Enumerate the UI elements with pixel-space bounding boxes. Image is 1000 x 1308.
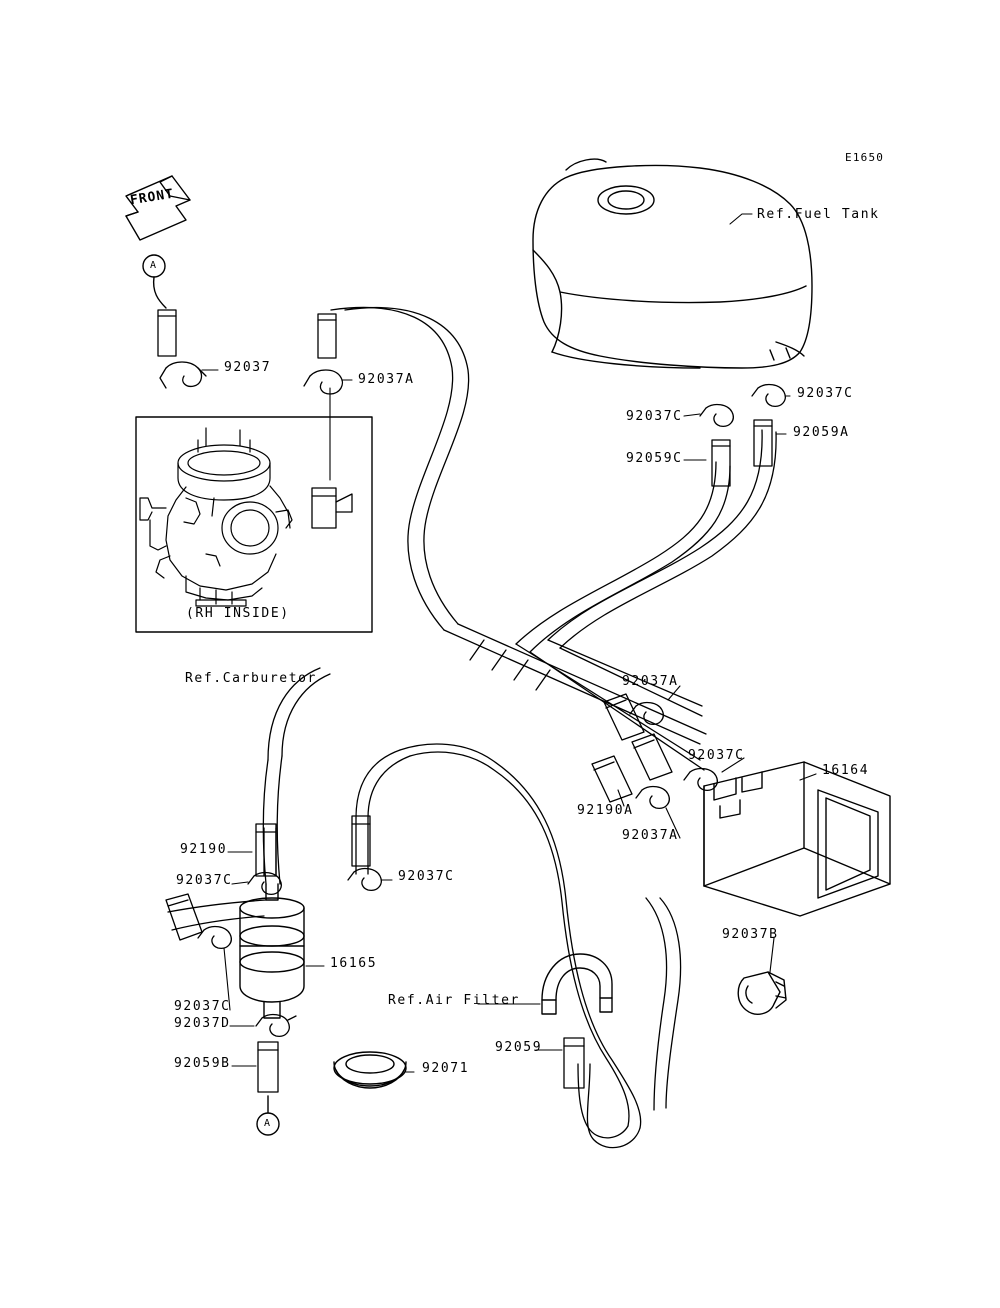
ref-air-filter-label: Ref.Air Filter xyxy=(388,993,520,1008)
part-label-92037: 92037 xyxy=(224,360,272,375)
part-label-92037A-mid-upper: 92037A xyxy=(622,674,679,689)
front-label: FRONT xyxy=(129,186,176,209)
part-label-92059B: 92059B xyxy=(174,1056,231,1071)
part-label-92037C-tank-left: 92037C xyxy=(626,409,683,424)
part-label-92037B: 92037B xyxy=(722,927,779,942)
part-label-16164: 16164 xyxy=(822,763,870,778)
part-label-92037C-center: 92037C xyxy=(398,869,455,884)
part-label-92037A-mid-lower: 92037A xyxy=(622,828,679,843)
reference-circle-a-top: A xyxy=(150,260,157,271)
part-label-92037C-mid: 92037C xyxy=(688,748,745,763)
part-label-92059C: 92059C xyxy=(626,451,683,466)
ref-fuel-tank-label: Ref.Fuel Tank xyxy=(757,207,880,222)
part-label-92037D: 92037D xyxy=(174,1016,231,1031)
reference-circle-a-bottom: A xyxy=(264,1118,271,1129)
front-direction-badge xyxy=(120,172,194,226)
part-label-16165: 16165 xyxy=(330,956,378,971)
part-label-92037C-tank-right: 92037C xyxy=(797,386,854,401)
clips xyxy=(160,362,785,1036)
part-label-92071: 92071 xyxy=(422,1061,470,1076)
fuel-filter-16165 xyxy=(240,884,304,1018)
part-label-92190: 92190 xyxy=(180,842,228,857)
grommet-92071 xyxy=(334,1052,406,1088)
part-label-92059A: 92059A xyxy=(793,425,850,440)
part-label-92037C-left: 92037C xyxy=(176,873,233,888)
part-label-92037C-lower-left: 92037C xyxy=(174,999,231,1014)
carburetor-drawing xyxy=(140,428,292,606)
part-label-92190A: 92190A xyxy=(577,803,634,818)
canister-16164 xyxy=(704,762,890,916)
clamp-92037B xyxy=(738,972,786,1014)
elbow-fitting xyxy=(542,954,612,1014)
diagram-code: E1650 xyxy=(845,151,885,164)
ref-carburetor-label: Ref.Carburetor xyxy=(185,671,317,686)
part-label-92037A-top: 92037A xyxy=(358,372,415,387)
note-rh-inside: (RH INSIDE) xyxy=(186,606,290,621)
fuel-tank-drawing xyxy=(533,159,812,368)
part-label-92059: 92059 xyxy=(495,1040,543,1055)
